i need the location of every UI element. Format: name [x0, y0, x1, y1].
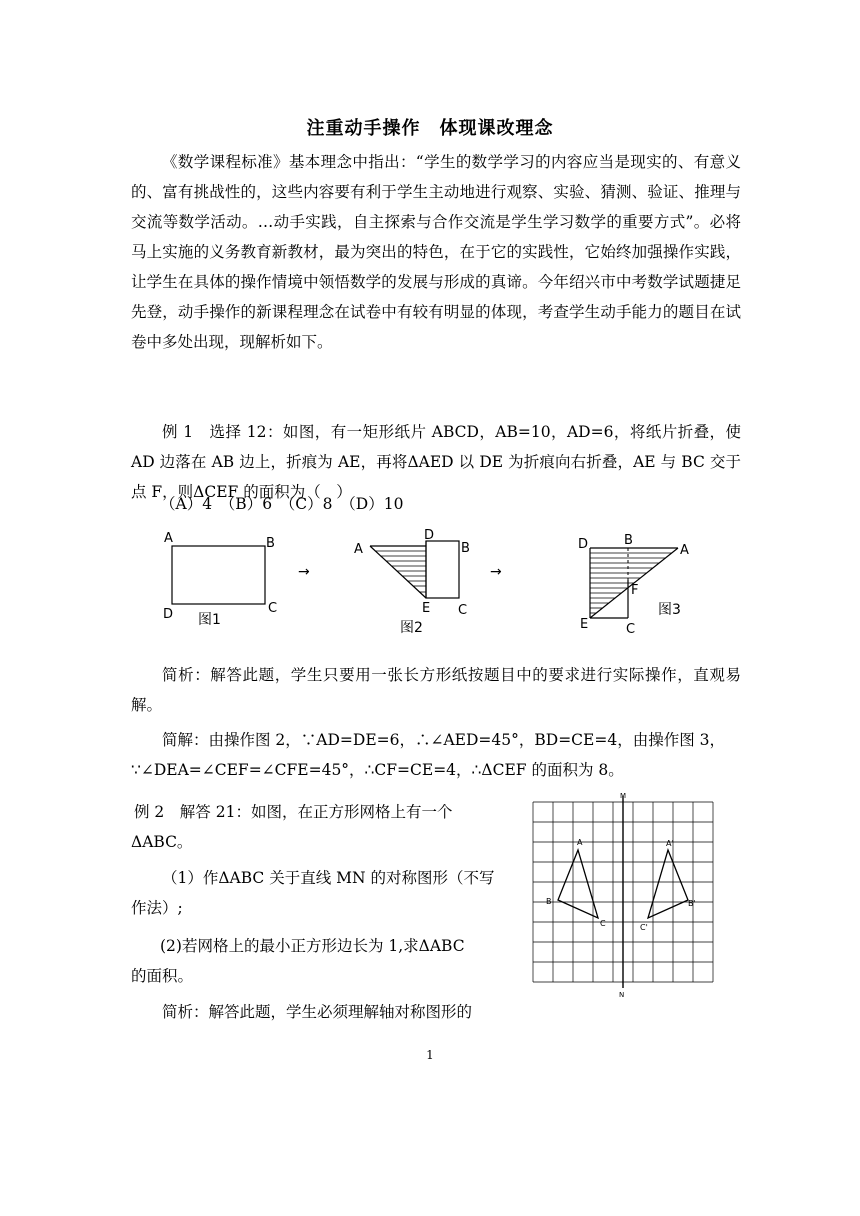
fig1-label-b: B	[266, 536, 275, 551]
example2-line1: 例 2 解答 21：如图，在正方形网格上有一个	[134, 803, 453, 821]
triangle-abc	[558, 850, 598, 918]
grid-label-c-prime: C'	[640, 923, 648, 932]
arrow-2: →	[490, 564, 502, 580]
arrow-1: →	[298, 564, 310, 580]
rectangle-abcd	[172, 546, 265, 604]
grid-label-b-prime: B'	[688, 899, 696, 908]
grid-label-c: C	[600, 919, 606, 928]
fig3-label-e: E	[580, 617, 589, 632]
example2-item2-line1: (2)若网格上的最小正方形边长为 1,求ΔABC	[160, 937, 465, 955]
fig2-caption: 图2	[400, 620, 423, 636]
fig3-label-b: B	[624, 533, 633, 548]
fig2-label-b: B	[461, 541, 470, 556]
fig1-caption: 图1	[198, 612, 221, 628]
example1-solution-line2: ∵∠DEA=∠CEF=∠CFE=45°，∴CF=CE=4，∴ΔCEF 的面积为 8。	[131, 761, 624, 779]
fig1-label-c: C	[268, 601, 278, 616]
fig2-label-c: C	[458, 603, 468, 618]
example2-item2-line2: 的面积。	[131, 967, 194, 985]
triangle-abc-reflected	[648, 850, 688, 918]
grid-label-m: M	[620, 792, 627, 800]
fig1-label-a: A	[164, 531, 173, 546]
grid-label-a: A	[577, 838, 583, 847]
figure-3	[578, 533, 689, 637]
fig3-label-a: A	[680, 543, 689, 558]
grid-label-n: N	[619, 991, 625, 999]
fig2-label-a: A	[354, 542, 363, 557]
grid-label-b: B	[546, 897, 552, 906]
example2-line2: ΔABC。	[131, 833, 193, 851]
fig1-label-d: D	[163, 607, 174, 622]
fig3-label-d: D	[578, 537, 589, 552]
example1-text: 例 1 选择 12：如图，有一矩形纸片 ABCD，AB=10，AD=6，将纸片折叠，使AD 边落在 AB 边上，折痕为 AE，再将ΔAED 以 DE 为折痕向右折叠，AE 与 BC 交于点 F，则ΔCEF 的面积为（ ）	[131, 423, 741, 501]
example2-item1-line1: （1）作ΔABC 关于直线 MN 的对称图形（不写	[162, 869, 495, 887]
example2-analysis-start: 简析：解答此题，学生必须理解轴对称图形的	[162, 1003, 473, 1021]
fig2-label-d: D	[424, 528, 435, 543]
symmetry-grid-figure	[528, 790, 718, 1000]
fig3-label-f: F	[631, 583, 639, 598]
example1-options: （A）4 （B）6 （C）8 （D）10	[160, 495, 404, 513]
fig3-label-c: C	[626, 622, 636, 637]
figure-2	[354, 528, 470, 636]
example1-solution-line1: 简解：由操作图 2，∵AD=DE=6，∴∠AED=45°，BD=CE=4，由操作图 3，	[162, 731, 725, 749]
fold-figures	[160, 526, 720, 641]
grid-label-a-prime: A'	[666, 839, 674, 848]
intro-paragraph: 《数学课程标准》基本理念中指出：“学生的数学学习的内容应当是现实的、有意义的、富有挑战性的，这些内容要有利于学生主动地进行观察、实验、猜测、验证、推理与交流等数学活动。…动手实践，自主探索与合作交流是学生学习数学的重要方式”。必将马上实施的义务教育新教材，最为突出的特色，在于它的实践性，它始终加强操作实践，让学生在具体的操作情境中领悟数学的发展与形成的真谛。今年绍兴市中考数学试题捷足先登，动手操作的新课程理念在试卷中有较有明显的体现，考查学生动手能力的题目在试卷中多处出现，现解析如下。	[131, 153, 741, 351]
fig3-caption: 图3	[658, 602, 681, 618]
example1-analysis: 简析：解答此题，学生只要用一张长方形纸按题目中的要求进行实际操作，直观易解。	[131, 666, 741, 714]
page-title: 注重动手操作 体现课改理念	[306, 118, 554, 139]
example2-item1-line2: 作法）;	[131, 899, 183, 917]
page-number: 1	[426, 1048, 434, 1062]
fig2-label-e: E	[422, 601, 431, 616]
figure-1	[163, 531, 277, 628]
